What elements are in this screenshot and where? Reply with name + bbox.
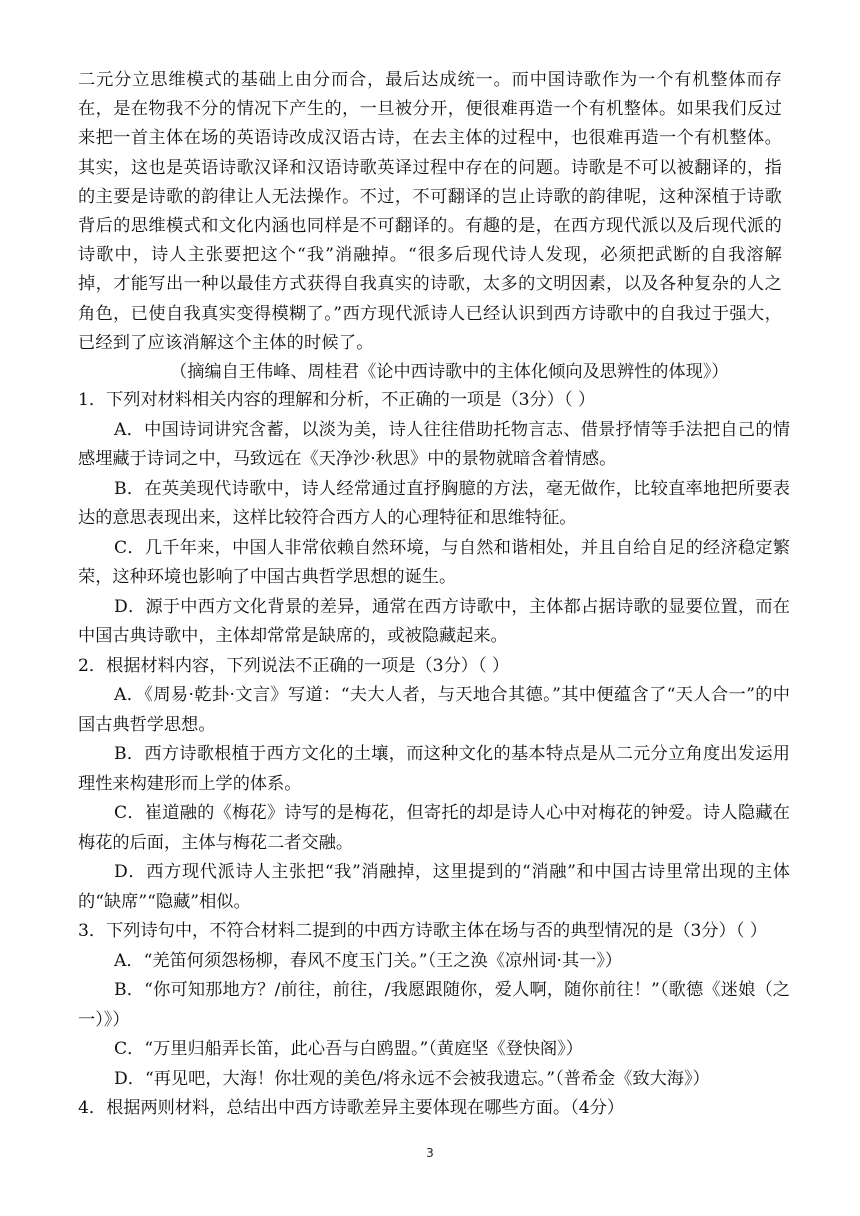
- question-list: [0, 386, 860, 1124]
- question-2-option-b: B．西方诗歌根植于西方文化的土壤，而这种文化的基本特点是从二元分立角度出发运用理性来构建形而上学的体系。: [78, 744, 790, 794]
- question-1-option-a: A．中国诗词讲究含蓄，以淡为美，诗人往往借助托物言志、借景抒情等手法把自己的情感埋藏于诗词之中，马致远在《天净沙·秋思》中的景物就暗含着情感。: [78, 419, 790, 469]
- question-3-stem: 3．下列诗句中，不符合材料二提到的中西方诗歌主体在场与否的典型情况的是（3分）（ ）: [78, 921, 768, 941]
- question-3-option-a: A．“羌笛何须怨杨柳，春风不度玉门关。”（王之涣《凉州词·其一》）: [114, 950, 623, 971]
- passage-source: （摘编自王伟峰、周桂君《论中西诗歌中的主体化倾向及思辨性的体现》）: [170, 362, 729, 382]
- question-2-option-a: A．《周易·乾卦·文言》写道：“夫大人者，与天地合其德。”其中便蕴含了“天人合一”的中国古典哲学思想。: [78, 685, 790, 735]
- question-1-option-d: D．源于中西方文化背景的差异，通常在西方诗歌中，主体都占据诗歌的显要位置，而在中国古典诗歌中，主体却常常是缺席的，或被隐藏起来。: [78, 596, 790, 646]
- page-number: 3: [426, 1146, 434, 1160]
- question-2-option-d: D．西方现代派诗人主张把“我”消融掉，这里提到的“消融”和中国古诗里常出现的主体的“缺席”“隐藏”相似。: [78, 862, 790, 912]
- passage-paragraph: 二元分立思维模式的基础上由分而合，最后达成统一。而中国诗歌作为一个有机整体而存在，是在物我不分的情况下产生的，一旦被分开，便很难再造一个有机整体。如果我们反过来把一首主体在场的英语诗改成汉语古诗，在去主体的过程中，也很难再造一个有机整体。其实，这也是英语诗歌汉译和汉语诗歌英译过程中存在的问题。诗歌是不可以被翻译的，指的主要是诗歌的韵律让人无法操作。不过，不可翻译的岂止诗歌的韵律呢，这种深植于诗歌背后的思维模式和文化内涵也同样是不可翻译的。有趣的是，在西方现代派以及后现代派的诗歌中，诗人主张要把这个“我”消融掉。“很多后现代诗人发现，必须把武断的自我溶解掉，才能写出一种以最佳方式获得自我真实的诗歌，太多的文明因素，以及各种复杂的人之角色，已使自我真实变得模糊了。”西方现代派诗人已经认识到西方诗歌中的自我过于强大，已经到了应该消解这个主体的时候了。: [78, 70, 782, 353]
- question-3-option-d: D．“再见吧，大海！你壮观的美色/将永远不会被我遗忘。”（普希金《致大海》）: [114, 1068, 710, 1089]
- question-1-stem: 1．下列对材料相关内容的理解和分析，不正确的一项是（3分）（ ）: [78, 390, 596, 410]
- question-2-option-c: C．崔道融的《梅花》诗写的是梅花，但寄托的却是诗人心中对梅花的钟爱。诗人隐藏在梅花的后面，主体与梅花二者交融。: [78, 803, 790, 853]
- question-1-option-b: B．在英美现代诗歌中，诗人经常通过直抒胸臆的方法，毫无做作，比较直率地把所要表达的意思表现出来，这样比较符合西方人的心理特征和思维特征。: [78, 478, 790, 528]
- question-3-option-b: B．“你可知那地方？/前往，前往，/我愿跟随你，爱人啊，随你前往！”（歌德《迷娘（之一）》）: [78, 980, 790, 1030]
- question-2-stem: 2．根据材料内容，下列说法不正确的一项是（3分）（ ）: [78, 655, 510, 676]
- question-1-option-c: C．几千年来，中国人非常依赖自然环境，与自然和谐相处，并且自给自足的经济稳定繁荣，这种环境也影响了中国古典哲学思想的诞生。: [78, 537, 790, 587]
- question-3-option-c: C．“万里归船弄长笛，此心吾与白鸥盟。”（黄庭坚《登快阁》）: [114, 1039, 583, 1059]
- question-4-stem: 4．根据两则材料，总结出中西方诗歌差异主要体现在哪些方面。（4分）: [78, 1098, 625, 1118]
